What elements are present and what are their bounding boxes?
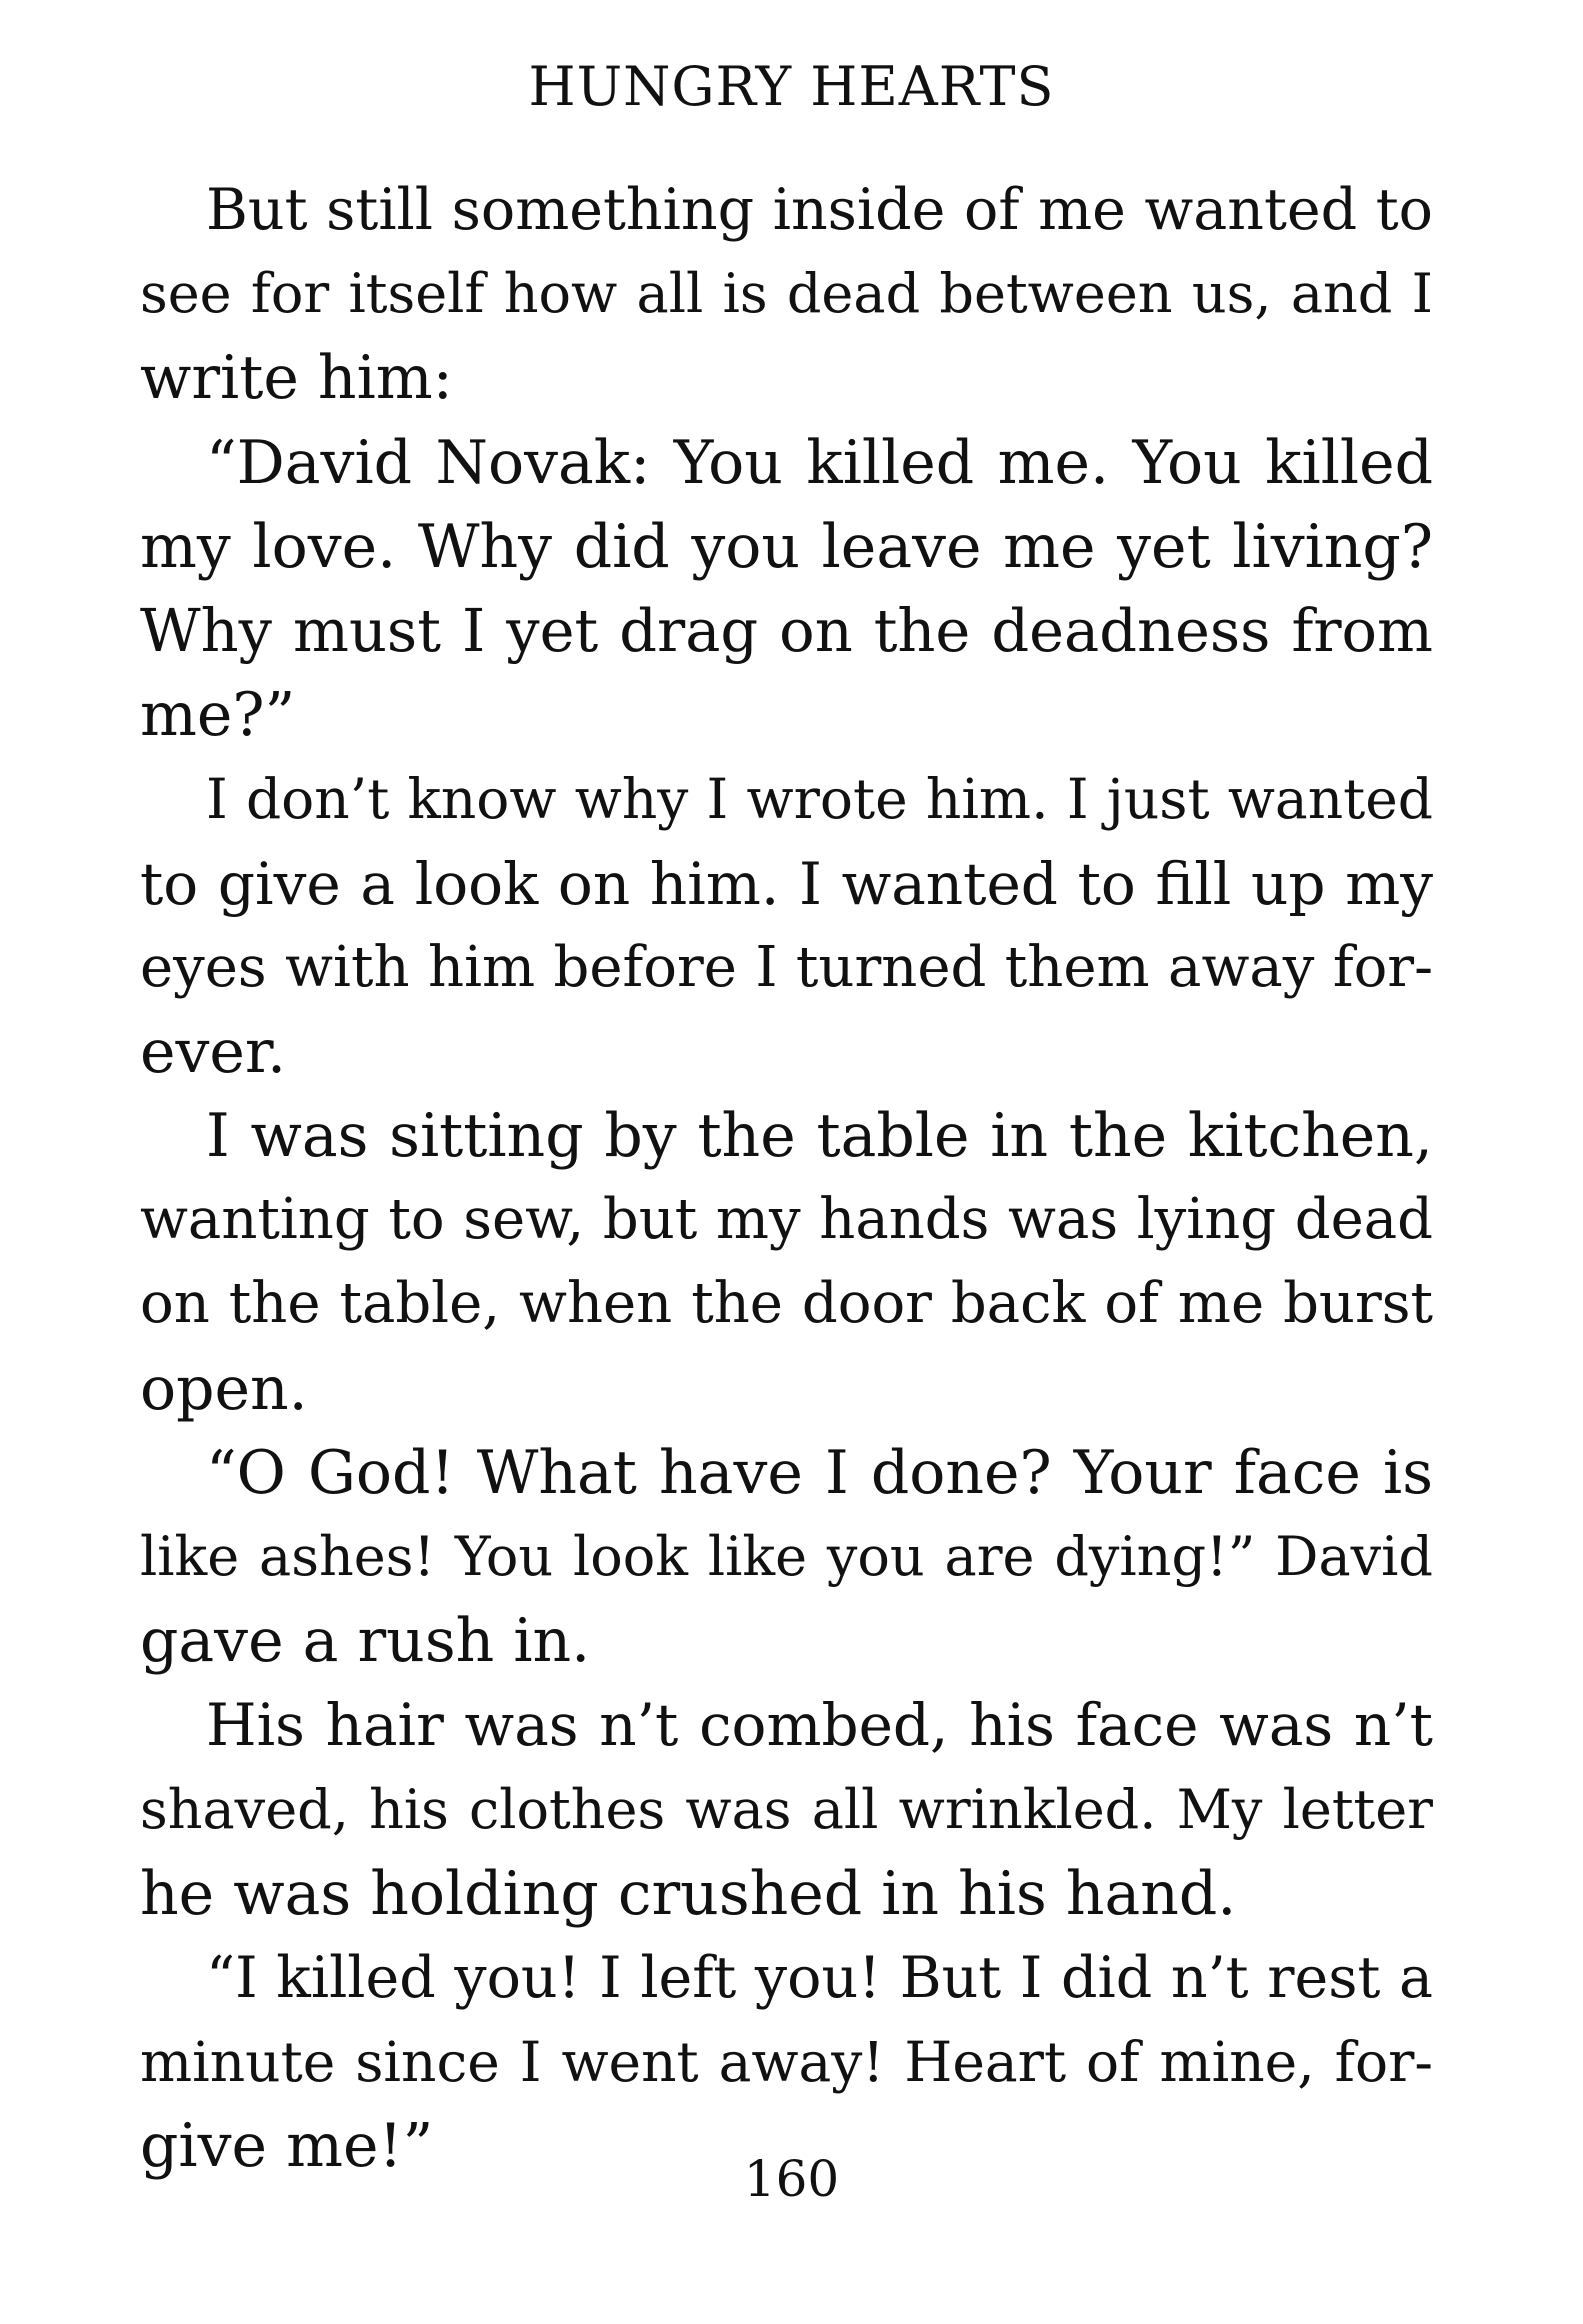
body-text bbox=[140, 168, 1433, 2189]
text-line: “O God! What have I done? Your face is bbox=[206, 1437, 1433, 1508]
text-line: give me!” bbox=[140, 2111, 434, 2182]
text-line: open. bbox=[140, 1353, 308, 1424]
text-line: Why must I yet drag on the deadness from bbox=[140, 595, 1433, 665]
text-line: on the table, when the door back of me burst bbox=[140, 1271, 1433, 1337]
text-line: me?” bbox=[140, 680, 296, 751]
text-line: minute since I went away! Heart of mine, for- bbox=[140, 2030, 1433, 2095]
running-head: HUNGRY HEARTS bbox=[528, 55, 1055, 118]
page-number: 160 bbox=[743, 2150, 840, 2208]
text-line: gave a rush in. bbox=[140, 1606, 591, 1677]
text-line: His hair was n’t combed, his face was n’t bbox=[206, 1691, 1433, 1760]
text-line: I don’t know why I wrote him. I just wanted bbox=[206, 767, 1433, 832]
text-line: like ashes! You look like you are dying!” David bbox=[140, 1525, 1433, 1588]
text-line: “David Novak: You killed me. You killed bbox=[206, 427, 1433, 498]
text-line: wanting to sew, but my hands was lying dead bbox=[140, 1187, 1433, 1253]
text-line: ever. bbox=[140, 1016, 287, 1087]
text-line: see for itself how all is dead between us, and I bbox=[140, 262, 1433, 326]
text-line: I was sitting by the table in the kitchen, bbox=[206, 1101, 1433, 1172]
text-line: shaved, his clothes was all wrinkled. My letter bbox=[140, 1777, 1433, 1841]
text-line: to give a look on him. I wanted to fill up my bbox=[140, 849, 1433, 918]
text-line: my love. Why did you leave me yet living? bbox=[140, 511, 1433, 582]
text-line: “I killed you! I left you! But I did n’t rest a bbox=[206, 1944, 1433, 2011]
text-line: write him: bbox=[140, 343, 453, 414]
text-line: he was holding crushed in his hand. bbox=[140, 1858, 1237, 1929]
text-line: But still something inside of me wanted to bbox=[206, 177, 1433, 243]
text-line: eyes with him before I turned them away for- bbox=[140, 934, 1433, 1000]
